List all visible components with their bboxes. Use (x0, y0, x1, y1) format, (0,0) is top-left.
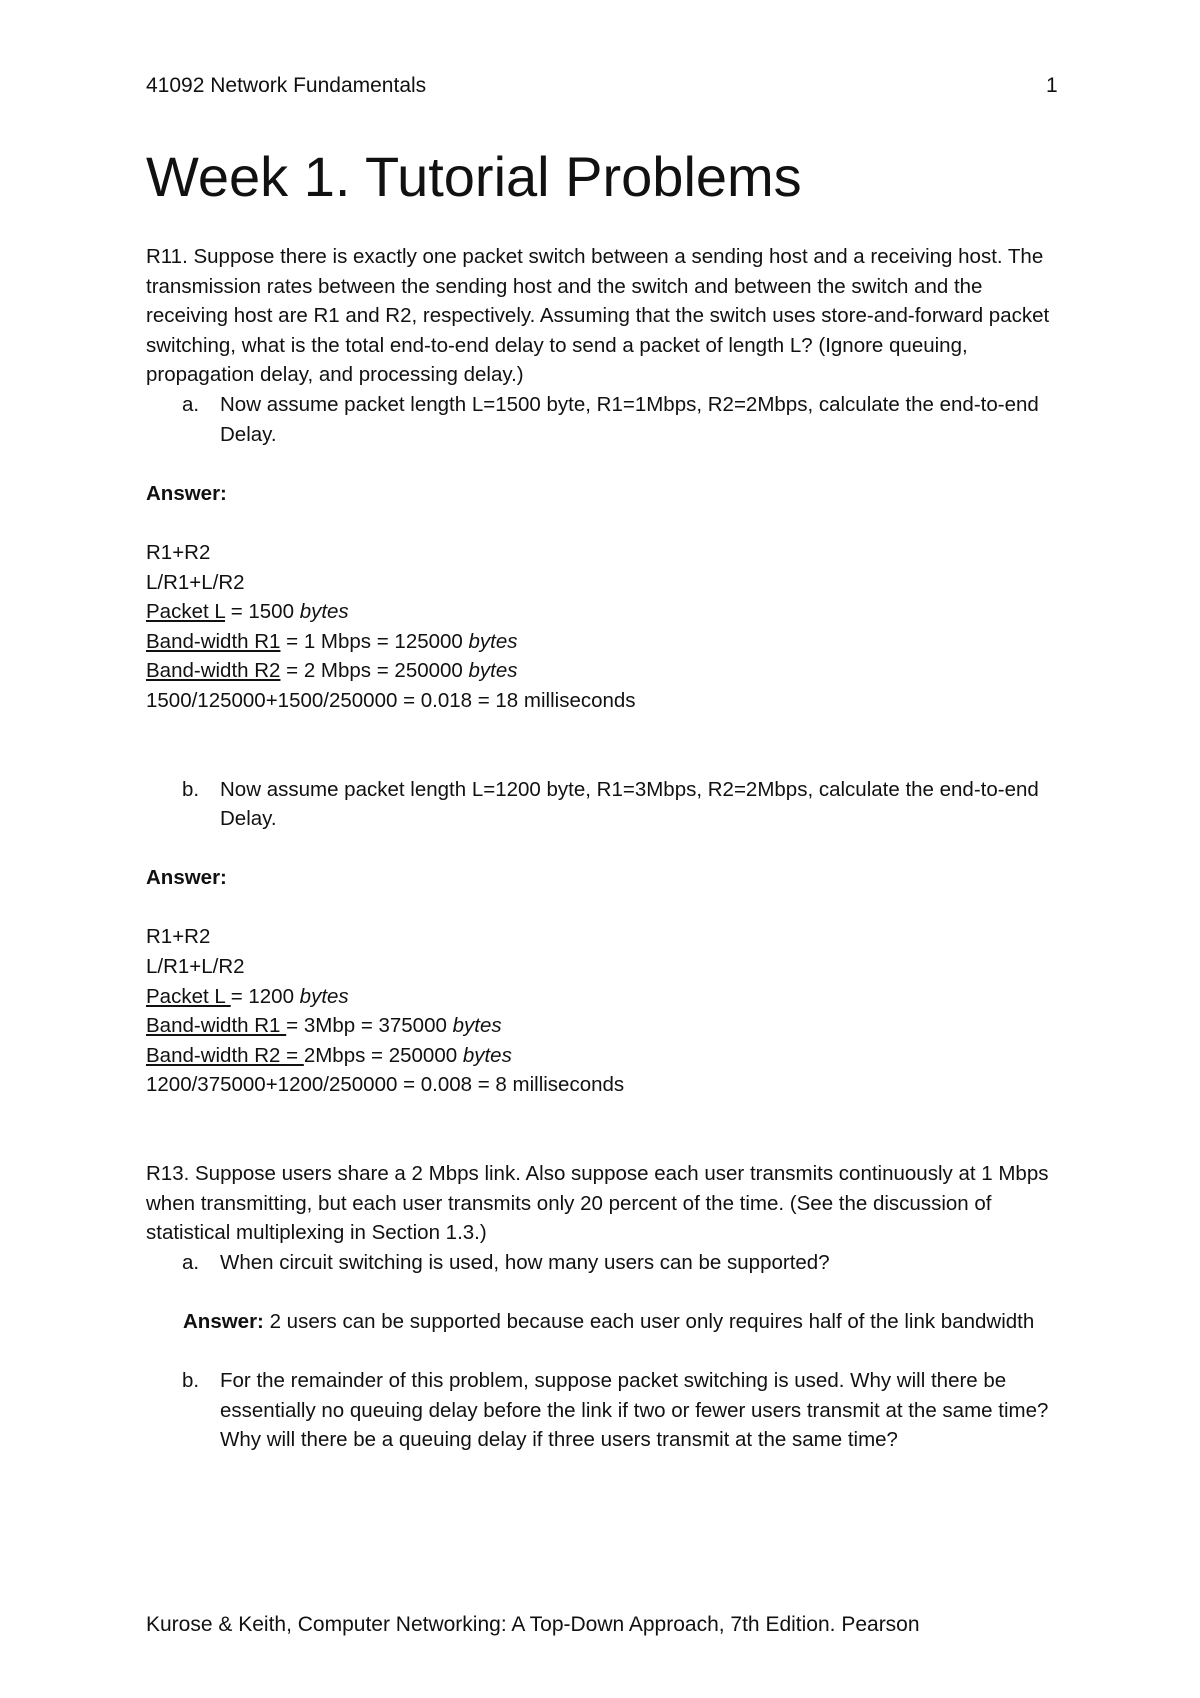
r11-part-b-text: Now assume packet length L=1200 byte, R1=3Mbps, R2=2Mbps, calculate the end-to-end Delay. (220, 777, 1039, 831)
list-marker: b. (182, 777, 200, 801)
r13-part-a-answer: Answer: 2 users can be supported because each user only requires half of the link bandwidth (183, 1310, 1035, 1333)
r11-part-a (146, 390, 1066, 449)
answer-label: Answer: (146, 481, 227, 505)
list-marker: a. (182, 1250, 200, 1274)
bandwidth-r1-line: Band-width R1 = 1 Mbps = 125000 bytes (146, 629, 518, 653)
r13-part-b (146, 1366, 1066, 1455)
r13-part-b-text: For the remainder of this problem, suppose packet switching is used. Why will there be essentially no queuing delay before the link if two or fewer users transmit at the same time? Why will there be a queuing delay if three users transmit at the same time? (220, 1369, 1049, 1452)
result-line: 1200/375000+1200/250000 = 0.008 = 8 milliseconds (146, 1073, 625, 1097)
answer-line: L/R1+L/R2 (146, 955, 245, 979)
bandwidth-r2-line: Band-width R2 = 2Mbps = 250000 bytes (146, 1043, 512, 1067)
bandwidth-r2-line: Band-width R2 = 2 Mbps = 250000 bytes (146, 659, 518, 683)
r13-part-a-text: When circuit switching is used, how many users can be supported? (220, 1250, 830, 1274)
r11-question: R11. Suppose there is exactly one packet switch between a sending host and a receiving host. The transmission rates between the sending host and the switch and between the switch and the receiving host are R1 and R2, respectively. Assuming that the switch uses store-and-forward packet switching, what is the total end-to-end delay to send a packet of length L? (Ignore queuing, propagation delay, and processing delay.) (146, 245, 1050, 387)
r11-part-a-text: Now assume packet length L=1500 byte, R1=1Mbps, R2=2Mbps, calculate the end-to-end Delay. (220, 392, 1039, 446)
answer-line: R1+R2 (146, 540, 211, 564)
bandwidth-r1-line: Band-width R1 = 3Mbp = 375000 bytes (146, 1014, 502, 1038)
document-title: Week 1. Tutorial Problems (146, 145, 802, 208)
header-course-title: 41092 Network Fundamentals (146, 74, 427, 97)
footer-citation: Kurose & Keith, Computer Networking: A Top-Down Approach, 7th Edition. Pearson (146, 1613, 920, 1636)
answer-line: R1+R2 (146, 925, 211, 949)
packet-length-line: Packet L = 1200 bytes (146, 984, 349, 1008)
r11-part-b (146, 775, 1066, 834)
list-marker: b. (182, 1369, 200, 1393)
answer-label: Answer: (146, 866, 227, 890)
list-marker: a. (182, 392, 200, 416)
packet-length-line: Packet L = 1500 bytes (146, 600, 349, 624)
r13-question: R13. Suppose users share a 2 Mbps link. Also suppose each user transmits continuously at 1 Mbps when transmitting, but each user transmits only 20 percent of the time. (See the discussion of statistical multiplexing in Section 1.3.) (146, 1162, 1049, 1245)
page-number: 1 (1046, 74, 1058, 97)
answer-line: L/R1+L/R2 (146, 570, 245, 594)
r13-part-a (146, 1248, 1066, 1278)
document-body (146, 242, 1066, 1455)
result-line: 1500/125000+1500/250000 = 0.018 = 18 milliseconds (146, 688, 636, 712)
